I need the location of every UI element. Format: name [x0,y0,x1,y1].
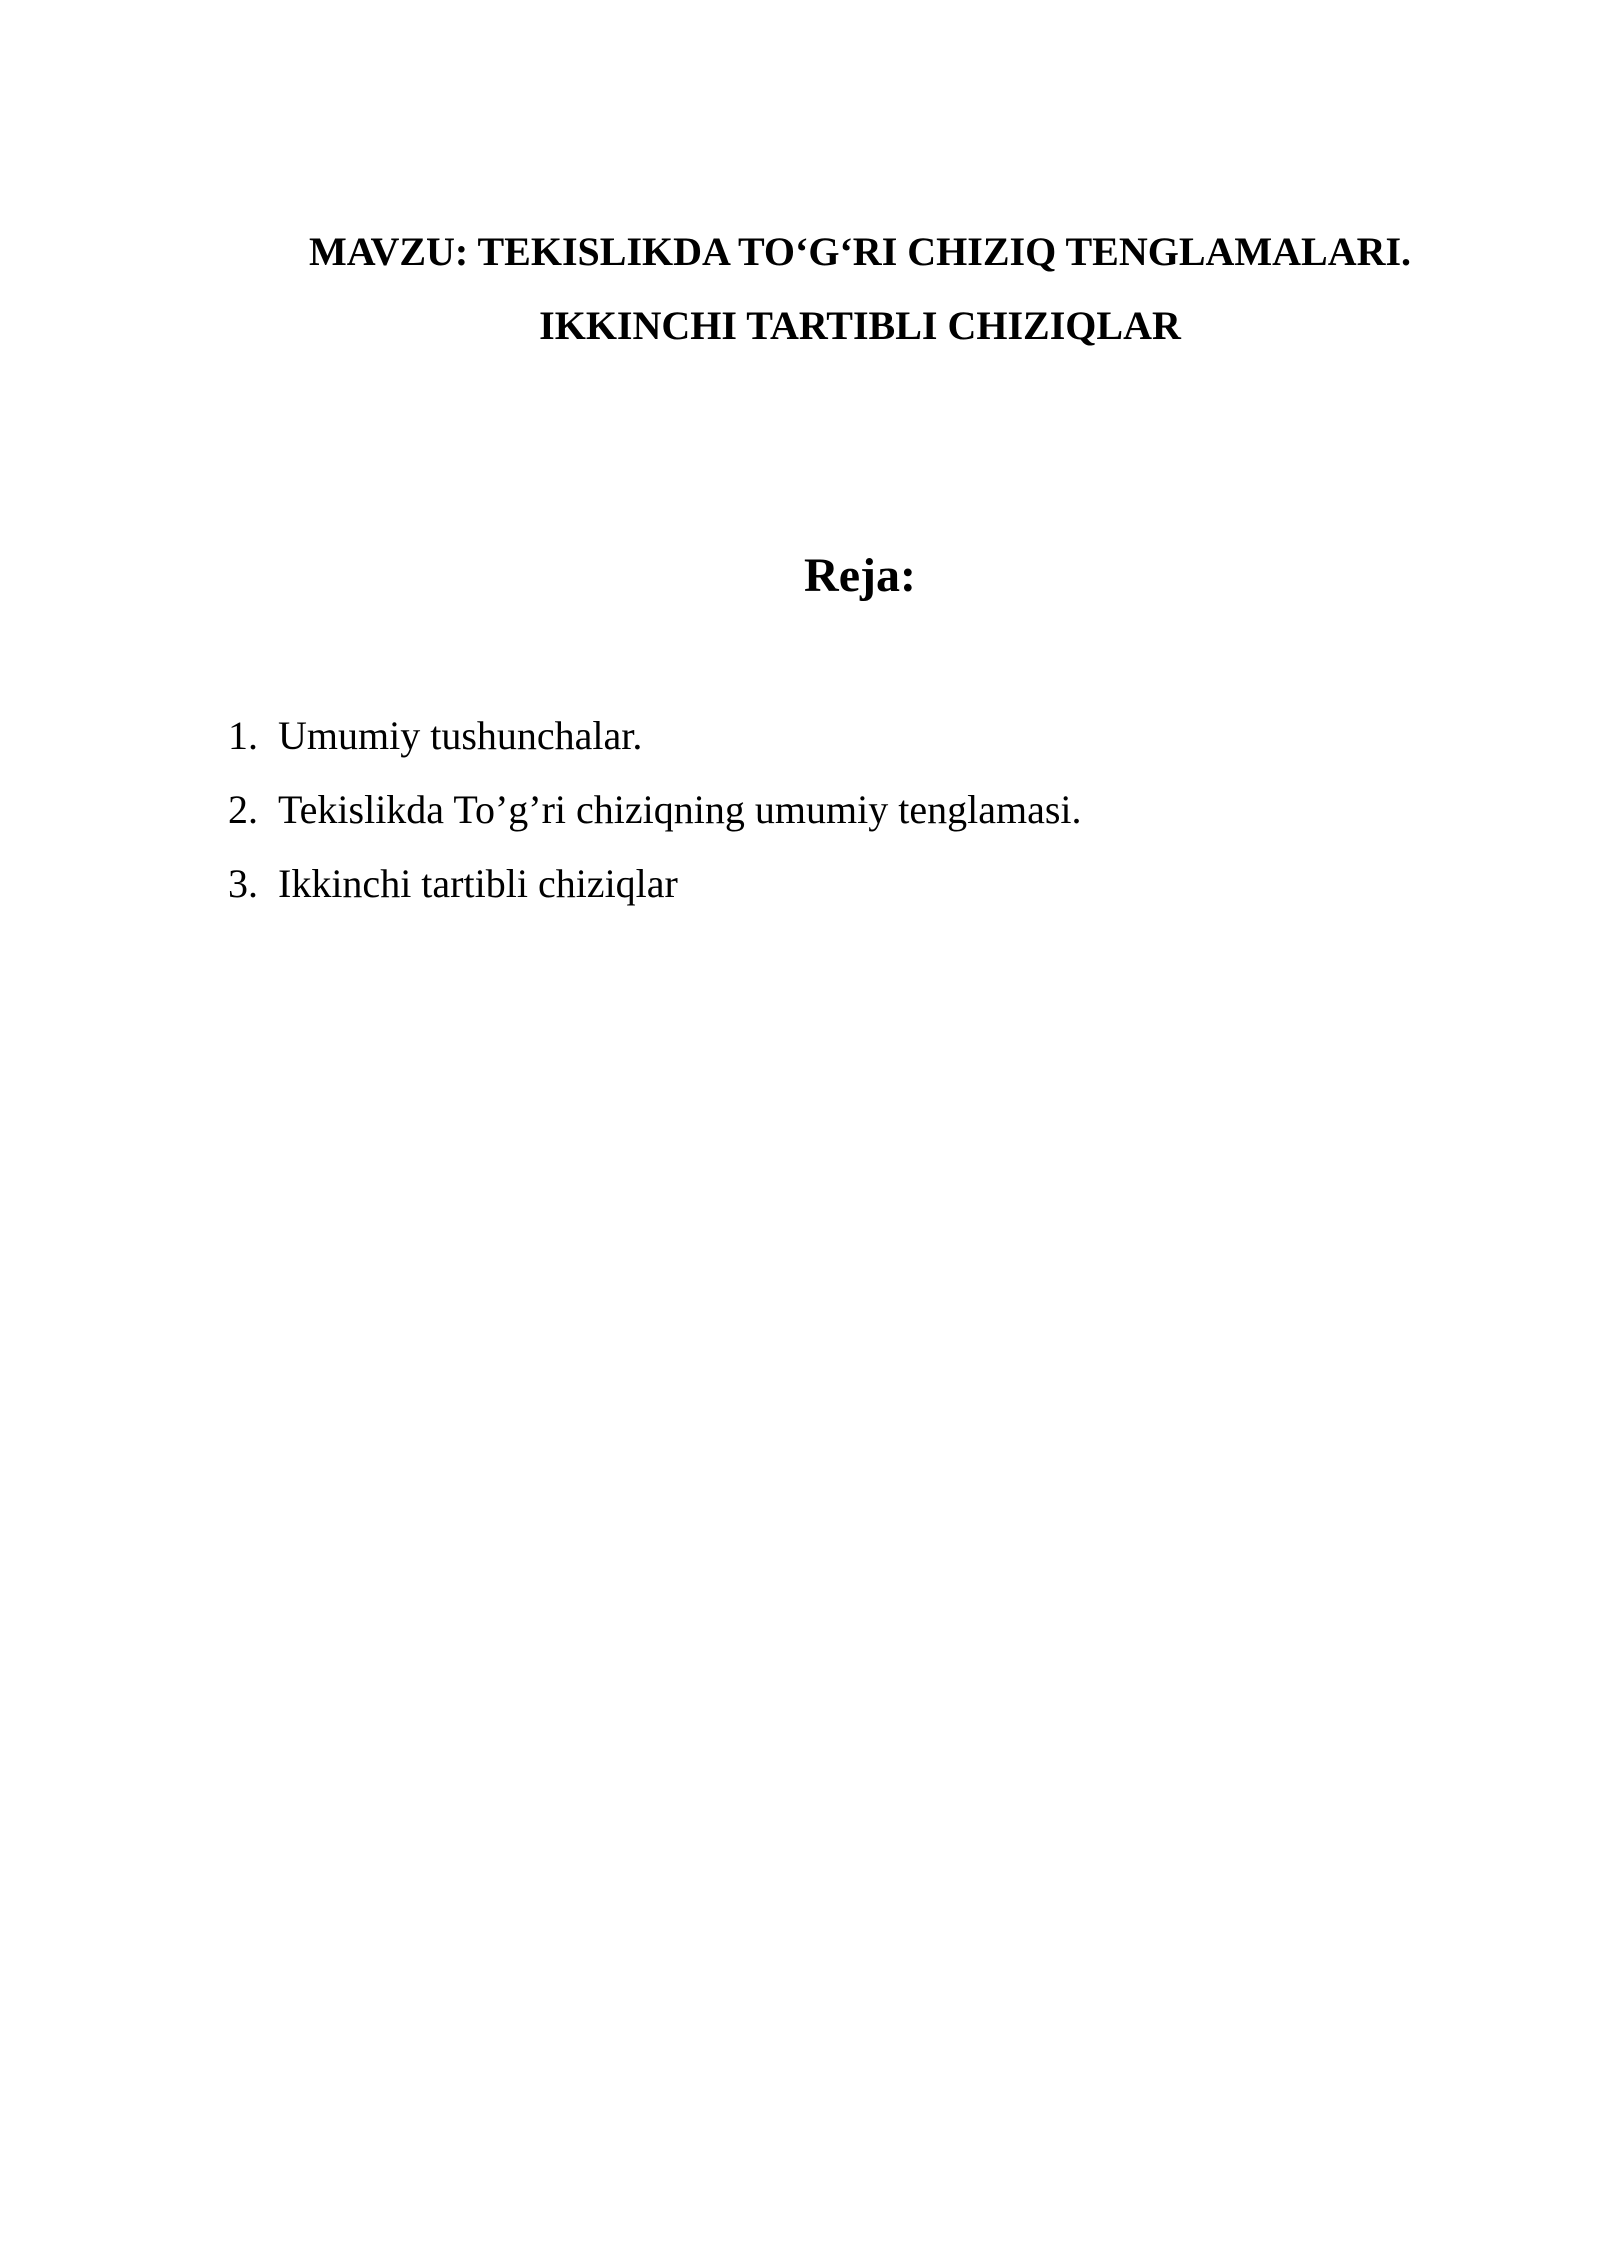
plan-heading: Reja: [804,549,916,602]
plan-item [228,786,1082,834]
plan-item [228,860,1082,908]
plan-item-text: Umumiy tushunchalar. [278,713,643,758]
document-title-line-2: IKKINCHI TARTIBLI CHIZIQLAR [539,303,1181,348]
plan-item [228,712,1082,760]
plan-item-text: Tekislikda To’g’ri chiziqning umumiy tenglamasi. [278,787,1082,832]
document-title-line-1: MAVZU: TEKISLIKDA TO‘G‘RI CHIZIQ TENGLAMALARI. [308,229,1412,274]
plan-item-text: Ikkinchi tartibli chiziqlar [278,861,678,906]
plan-list [228,712,1082,934]
plan-item-number: 2. [228,787,258,832]
plan-item-number: 1. [228,713,258,758]
plan-item-number: 3. [228,861,258,906]
